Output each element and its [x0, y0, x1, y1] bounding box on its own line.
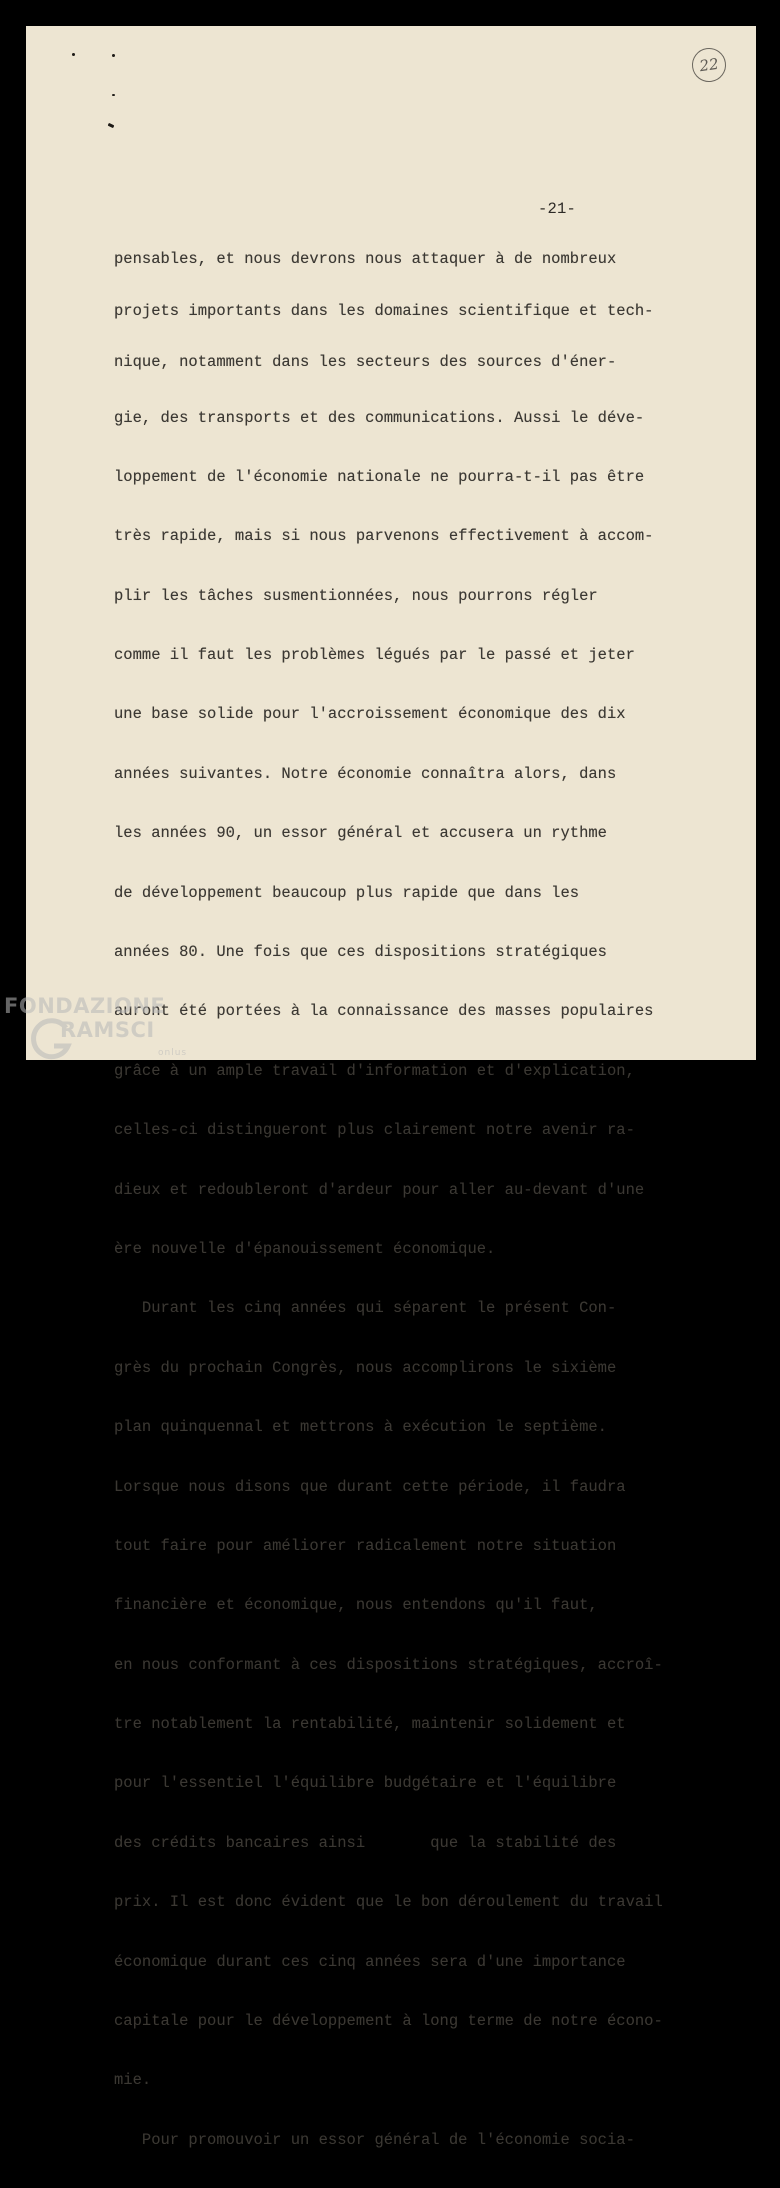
text-line: financière et économique, nous entendons qu'il faut, — [114, 1596, 598, 1615]
text-line: tre notablement la rentabilité, maintenir solidement et — [114, 1715, 626, 1734]
text-line: une base solide pour l'accroissement économique des dix — [114, 705, 626, 724]
text-line: économique durant ces cinq années sera d'une importance — [114, 1952, 626, 1971]
ink-speck — [112, 54, 115, 57]
text-line: auront été portées à la connaissance des masses populaires — [114, 1002, 654, 1021]
text-line: les années 90, un essor général et accusera un rythme — [114, 824, 607, 843]
page-number: -21- — [538, 200, 577, 218]
text-line: loppement de l'économie nationale ne pourra-t-il pas être — [114, 467, 645, 486]
text-line: nique, notamment dans les secteurs des sources d'éner- — [114, 353, 617, 371]
text-line: Pour promouvoir un essor général de l'économie socia- — [114, 2130, 635, 2149]
text-line: dieux et redoubleront d'ardeur pour aller au-devant d'une — [114, 1180, 645, 1199]
text-line: très rapide, mais si nous parvenons effectivement à accom- — [114, 527, 654, 546]
archive-page-stamp — [690, 46, 728, 84]
text-line: gie, des transports et des communications. Aussi le déve- — [114, 408, 645, 427]
watermark-text-gramsci: RAMSCI — [60, 1018, 155, 1042]
fondazione-gramsci-watermark — [4, 994, 204, 1074]
text-line: années 80. Une fois que ces dispositions stratégiques — [114, 943, 607, 962]
text-line: de développement beaucoup plus rapide que dans les — [114, 883, 580, 902]
watermark-text-fondazione: FONDAZIONE — [4, 994, 166, 1018]
text-line: des crédits bancaires ainsi que la stabilité des — [114, 1833, 617, 1852]
text-line: pour l'essentiel l'équilibre budgétaire et l'équilibre — [114, 1774, 617, 1793]
ink-speck — [112, 94, 115, 96]
text-line: Durant les cinq années qui séparent le présent Con- — [114, 1299, 617, 1318]
text-line: celles-ci distingueront plus clairement notre avenir ra- — [114, 1121, 635, 1140]
text-line: ère nouvelle d'épanouissement économique. — [114, 1239, 496, 1258]
text-line: pensables, et nous devrons nous attaquer à de nombreux — [114, 250, 617, 268]
text-line: projets importants dans les domaines scientifique et tech- — [114, 301, 654, 320]
text-line: tout faire pour améliorer radicalement notre situation — [114, 1536, 617, 1555]
text-line: années suivantes. Notre économie connaîtra alors, dans — [114, 764, 617, 783]
text-line: plir les tâches susmentionnées, nous pourrons régler — [114, 586, 598, 605]
watermark-text-onlus: onlus — [158, 1048, 188, 1058]
typewritten-body — [114, 216, 694, 2188]
stamp-number: 22 — [698, 54, 720, 76]
text-line: capitale pour le développement à long terme de notre écono- — [114, 2012, 663, 2031]
document-page — [26, 26, 756, 2149]
text-line: mie. — [114, 2071, 152, 2090]
text-line: prix. Il est donc évident que le bon déroulement du travail — [114, 1893, 663, 1912]
text-line: en nous conformant à ces dispositions stratégiques, accroî- — [114, 1655, 663, 1674]
ink-speck — [72, 53, 75, 56]
text-line: Lorsque nous disons que durant cette période, il faudra — [114, 1477, 626, 1496]
text-line: grâce à un ample travail d'information et d'explication, — [114, 1061, 635, 1080]
ink-speck — [108, 123, 115, 128]
text-line: comme il faut les problèmes légués par le passé et jeter — [114, 646, 635, 665]
text-line: grès du prochain Congrès, nous accomplirons le sixième — [114, 1358, 617, 1377]
text-line: plan quinquennal et mettrons à exécution le septième. — [114, 1418, 607, 1437]
